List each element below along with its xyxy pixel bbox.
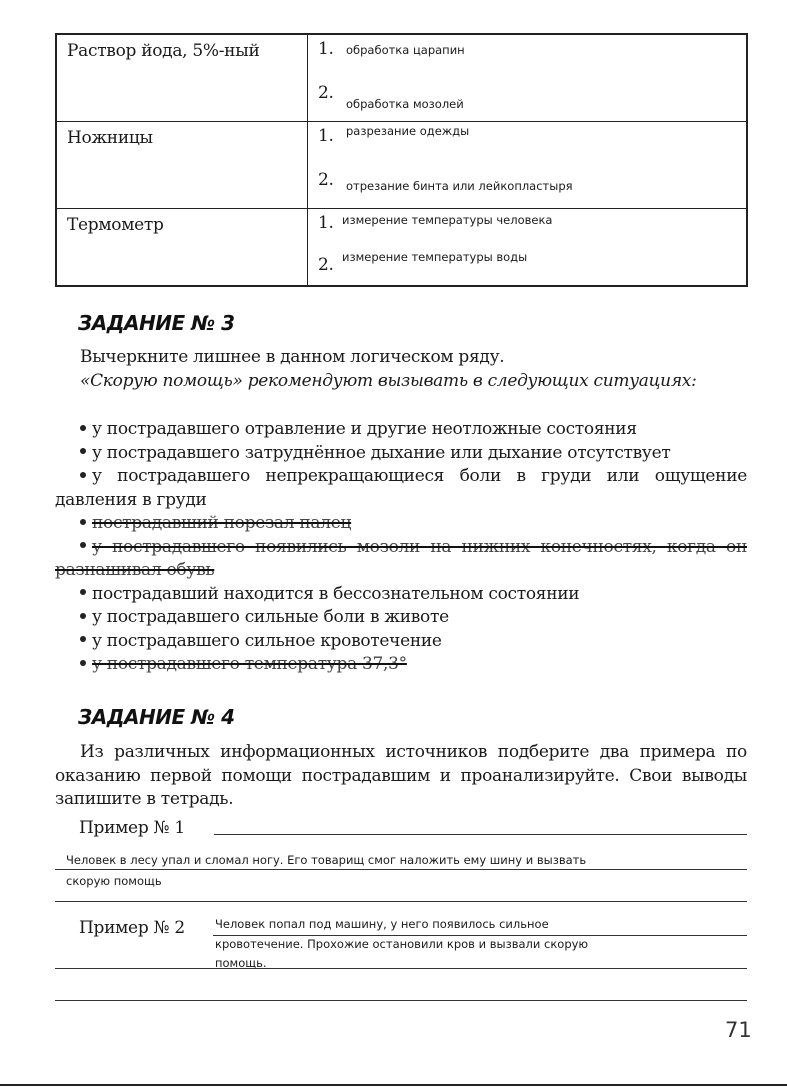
answer-line[interactable] bbox=[55, 1000, 747, 1001]
bullet-icon bbox=[80, 613, 86, 619]
bullet-icon bbox=[80, 636, 86, 642]
item-cell bbox=[57, 209, 308, 287]
list-item[interactable] bbox=[55, 442, 747, 466]
item-name: Раствор йода, 5%-ный bbox=[67, 41, 260, 61]
example1-label: Пример № 1 bbox=[79, 818, 185, 838]
use-number: 2. bbox=[318, 83, 334, 103]
bullet-icon bbox=[80, 589, 86, 595]
uses-cell bbox=[308, 35, 746, 121]
task3-heading: ЗАДАНИЕ № 3 bbox=[78, 311, 235, 335]
task3-instruction: Вычеркните лишнее в данном логическом ряду. bbox=[80, 347, 505, 367]
list-item[interactable] bbox=[55, 630, 747, 654]
item-cell bbox=[57, 122, 308, 208]
list-item-text: у пострадавшего сильные боли в животе bbox=[92, 607, 449, 627]
task4-heading: ЗАДАНИЕ № 4 bbox=[78, 705, 235, 729]
list-item-struck[interactable] bbox=[55, 512, 747, 536]
answer-line[interactable] bbox=[213, 935, 747, 936]
use-answer[interactable]: обработка царапин bbox=[346, 43, 465, 57]
use-number: 1. bbox=[318, 126, 334, 146]
list-item[interactable] bbox=[55, 418, 747, 442]
first-aid-items-table bbox=[55, 33, 748, 287]
use-number: 1. bbox=[318, 213, 334, 233]
list-item[interactable] bbox=[55, 583, 747, 607]
use-answer[interactable]: отрезание бинта или лейкопластыря bbox=[346, 179, 573, 193]
use-answer[interactable]: измерение температуры человека bbox=[342, 213, 553, 227]
bullet-icon bbox=[80, 660, 86, 666]
answer-line[interactable] bbox=[55, 968, 747, 969]
page-edge-divider bbox=[0, 1084, 787, 1086]
example2-answer-line1[interactable]: Человек попал под машину, у него появилось сильное bbox=[215, 917, 549, 931]
uses-cell bbox=[308, 122, 746, 208]
example1-answer-line2[interactable]: скорую помощь bbox=[66, 874, 162, 888]
table-row bbox=[57, 209, 746, 287]
example2-label: Пример № 2 bbox=[79, 918, 185, 938]
table-row bbox=[57, 35, 746, 122]
example1-answer-line1[interactable]: Человек в лесу упал и сломал ногу. Его товарищ смог наложить ему шину и вызвать bbox=[66, 853, 587, 867]
list-item-text: у пострадавшего появились мозоли на нижних конечностях, когда он разнашивал обувь bbox=[55, 536, 747, 580]
answer-line[interactable] bbox=[55, 869, 747, 870]
task3-list bbox=[55, 418, 747, 677]
answer-line[interactable] bbox=[55, 901, 747, 902]
use-number: 2. bbox=[318, 255, 334, 275]
list-item-text: у пострадавшего затруднённое дыхание или дыхание отсутствует bbox=[92, 442, 671, 463]
answer-line[interactable] bbox=[214, 834, 747, 835]
example2-answer-line2[interactable]: кровотечение. Прохожие остановили кров и вызвали скорую bbox=[215, 937, 589, 951]
item-cell bbox=[57, 35, 308, 121]
list-item-text: у пострадавшего температура 37,3° bbox=[92, 654, 407, 674]
list-item-struck[interactable] bbox=[55, 653, 747, 677]
use-answer[interactable]: обработка мозолей bbox=[346, 97, 464, 111]
use-answer[interactable]: измерение температуры воды bbox=[342, 250, 528, 264]
list-item[interactable] bbox=[55, 606, 747, 630]
list-item-text: у пострадавшего непрекращающиеся боли в груди или ощущение давления в груди bbox=[55, 466, 747, 510]
list-item[interactable] bbox=[55, 465, 747, 512]
item-name: Термометр bbox=[67, 215, 164, 235]
item-name: Ножницы bbox=[67, 128, 153, 148]
list-item-text: у пострадавшего сильное кровотечение bbox=[92, 630, 442, 651]
example2-answer-line3[interactable]: помощь. bbox=[215, 956, 267, 970]
list-item-struck[interactable] bbox=[55, 536, 747, 583]
task4-instruction: Из различных информационных источников подберите два примера по оказанию первой помощи пострадавшим и проанализируйте. Свои выводы запишите в тетрадь. bbox=[55, 742, 747, 809]
list-item-text: пострадавший порезал палец bbox=[92, 513, 352, 533]
task3-intro: «Скорую помощь» рекомендуют вызывать в следующих ситуациях: bbox=[80, 371, 697, 391]
bullet-icon bbox=[80, 472, 86, 478]
use-number: 1. bbox=[318, 39, 334, 59]
bullet-icon bbox=[80, 542, 86, 548]
use-answer[interactable]: разрезание одежды bbox=[346, 124, 470, 138]
page-number: 71 bbox=[725, 1018, 752, 1042]
list-item-text: у пострадавшего отравление и другие неотложные состояния bbox=[92, 419, 637, 439]
list-item-text: пострадавший находится в бессознательном состоянии bbox=[92, 583, 580, 604]
table-row bbox=[57, 122, 746, 209]
uses-cell bbox=[308, 209, 746, 287]
bullet-icon bbox=[80, 425, 86, 431]
bullet-icon bbox=[80, 448, 86, 454]
use-number: 2. bbox=[318, 170, 334, 190]
bullet-icon bbox=[80, 519, 86, 525]
